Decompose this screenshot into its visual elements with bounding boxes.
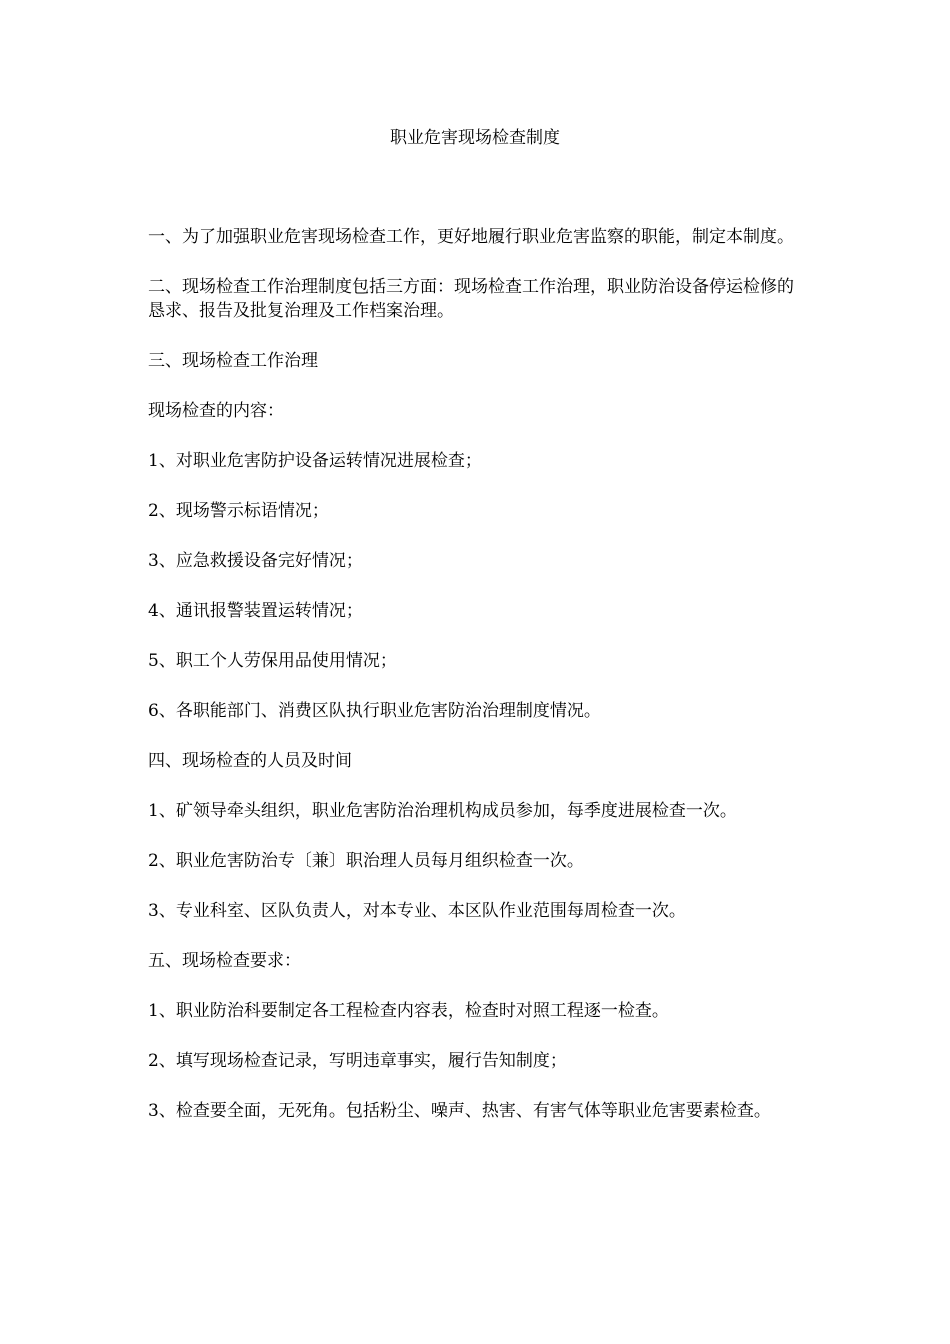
list-item: 2、填写现场检查记录，写明违章事实，履行告知制度； xyxy=(148,1051,567,1071)
list-item: 4、通讯报警装置运转情况； xyxy=(148,601,363,621)
document-body xyxy=(148,225,808,1149)
list-item: 3、专业科室、区队负责人，对本专业、本区队作业范围每周检查一次。 xyxy=(148,901,686,921)
paragraph-inspection-content: 现场检查的内容： xyxy=(148,401,284,421)
list-item: 3、应急救援设备完好情况； xyxy=(148,551,363,571)
list-item: 5、职工个人劳保用品使用情况； xyxy=(148,651,397,671)
list-item: 1、对职业危害防护设备运转情况进展检查； xyxy=(148,451,482,471)
list-item: 2、职业危害防治专〔兼〕职治理人员每月组织检查一次。 xyxy=(148,851,584,871)
list-item: 3、检查要全面，无死角。包括粉尘、噪声、热害、有害气体等职业危害要素检查。 xyxy=(148,1101,771,1121)
list-item: 1、矿领导牵头组织，职业危害防治治理机构成员参加，每季度进展检查一次。 xyxy=(148,801,737,821)
section-heading-5: 五、现场检查要求： xyxy=(148,951,301,971)
section-heading-3: 三、现场检查工作治理 xyxy=(148,351,318,371)
document-title: 职业危害现场检查制度 xyxy=(390,128,560,148)
list-item: 1、职业防治科要制定各工程检查内容表，检查时对照工程逐一检查。 xyxy=(148,1001,669,1021)
paragraph-purpose: 一、为了加强职业危害现场检查工作，更好地履行职业危害监察的职能，制定本制度。 xyxy=(148,227,794,247)
list-item: 6、各职能部门、消费区队执行职业危害防治治理制度情况。 xyxy=(148,701,601,721)
paragraph-scope: 二、现场检查工作治理制度包括三方面：现场检查工作治理，职业防治设备停运检修的恳求、报告及批复治理及工作档案治理。 xyxy=(148,277,794,321)
list-item: 2、现场警示标语情况； xyxy=(148,501,329,521)
section-heading-4: 四、现场检查的人员及时间 xyxy=(148,751,352,771)
